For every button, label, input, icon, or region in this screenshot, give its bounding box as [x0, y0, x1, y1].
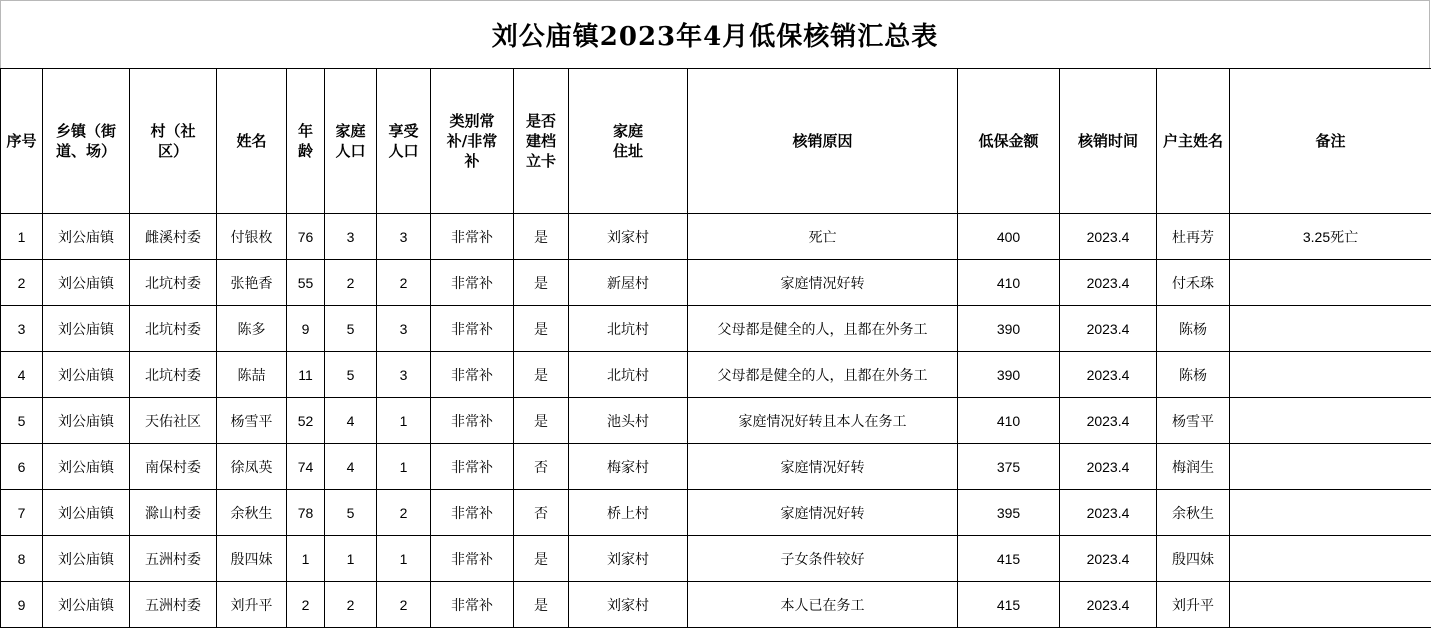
cell-category: 非常补 [431, 214, 514, 260]
cell-town: 刘公庙镇 [43, 444, 130, 490]
cell-address: 桥上村 [569, 490, 688, 536]
cell-category: 非常补 [431, 306, 514, 352]
title-bar [0, 0, 1430, 68]
cell-name: 陈喆 [217, 352, 287, 398]
cell-enjoy: 3 [377, 352, 431, 398]
cell-time: 2023.4 [1060, 214, 1157, 260]
cell-family: 4 [325, 398, 377, 444]
cell-address: 北坑村 [569, 306, 688, 352]
header-remark: 备注 [1230, 69, 1431, 214]
cell-time: 2023.4 [1060, 306, 1157, 352]
cell-enjoy: 3 [377, 306, 431, 352]
cell-filed: 是 [514, 398, 569, 444]
cell-enjoy: 1 [377, 398, 431, 444]
header-time: 核销时间 [1060, 69, 1157, 214]
cell-address: 池头村 [569, 398, 688, 444]
cell-category: 非常补 [431, 398, 514, 444]
cell-town: 刘公庙镇 [43, 582, 130, 628]
cell-head: 陈杨 [1157, 352, 1230, 398]
cell-village: 天佑社区 [130, 398, 217, 444]
cell-address: 新屋村 [569, 260, 688, 306]
cell-town: 刘公庙镇 [43, 260, 130, 306]
cell-reason: 父母都是健全的人，且都在外务工 [688, 306, 958, 352]
cell-head: 付禾珠 [1157, 260, 1230, 306]
cell-category: 非常补 [431, 582, 514, 628]
cell-time: 2023.4 [1060, 444, 1157, 490]
cell-village: 五洲村委 [130, 582, 217, 628]
table-row [1, 398, 1431, 444]
cell-village: 五洲村委 [130, 536, 217, 582]
cell-remark [1230, 352, 1431, 398]
cell-age: 78 [287, 490, 325, 536]
cell-time: 2023.4 [1060, 260, 1157, 306]
cell-town: 刘公庙镇 [43, 536, 130, 582]
cell-name: 刘升平 [217, 582, 287, 628]
cell-head: 陈杨 [1157, 306, 1230, 352]
cell-category: 非常补 [431, 444, 514, 490]
table-row [1, 306, 1431, 352]
cell-town: 刘公庙镇 [43, 398, 130, 444]
cell-village: 南保村委 [130, 444, 217, 490]
cell-amount: 390 [958, 306, 1060, 352]
header-amount: 低保金额 [958, 69, 1060, 214]
header-seq: 序号 [1, 69, 43, 214]
table-row [1, 444, 1431, 490]
cell-remark [1230, 582, 1431, 628]
cell-name: 余秋生 [217, 490, 287, 536]
cell-amount: 410 [958, 260, 1060, 306]
cell-town: 刘公庙镇 [43, 306, 130, 352]
cell-amount: 410 [958, 398, 1060, 444]
cell-reason: 子女条件较好 [688, 536, 958, 582]
cell-remark [1230, 398, 1431, 444]
cell-remark [1230, 490, 1431, 536]
cell-family: 5 [325, 352, 377, 398]
table-row [1, 582, 1431, 628]
cell-category: 非常补 [431, 260, 514, 306]
table-row [1, 536, 1431, 582]
header-head: 户主姓名 [1157, 69, 1230, 214]
cell-remark: 3.25死亡 [1230, 214, 1431, 260]
cell-family: 1 [325, 536, 377, 582]
header-row [1, 69, 1431, 214]
cell-enjoy: 1 [377, 536, 431, 582]
page-title: 刘公庙镇2023年4月低保核销汇总表 [491, 22, 939, 52]
cell-name: 付银枚 [217, 214, 287, 260]
cell-head: 刘升平 [1157, 582, 1230, 628]
cell-family: 5 [325, 306, 377, 352]
cell-town: 刘公庙镇 [43, 352, 130, 398]
cell-head: 余秋生 [1157, 490, 1230, 536]
cell-reason: 家庭情况好转且本人在务工 [688, 398, 958, 444]
table-row [1, 490, 1431, 536]
header-category: 类别常补/非常补 [431, 69, 514, 214]
cell-village: 滁山村委 [130, 490, 217, 536]
cell-amount: 375 [958, 444, 1060, 490]
cell-seq: 2 [1, 260, 43, 306]
table-row [1, 352, 1431, 398]
table-body [1, 214, 1431, 628]
header-reason: 核销原因 [688, 69, 958, 214]
cell-family: 2 [325, 260, 377, 306]
cell-filed: 是 [514, 536, 569, 582]
cell-time: 2023.4 [1060, 490, 1157, 536]
header-age: 年龄 [287, 69, 325, 214]
cell-address: 梅家村 [569, 444, 688, 490]
cell-amount: 395 [958, 490, 1060, 536]
cell-amount: 415 [958, 536, 1060, 582]
cell-name: 殷四妹 [217, 536, 287, 582]
table-row [1, 214, 1431, 260]
cell-seq: 4 [1, 352, 43, 398]
header-village: 村（社区） [130, 69, 217, 214]
cell-name: 张艳香 [217, 260, 287, 306]
cell-filed: 是 [514, 352, 569, 398]
cell-seq: 3 [1, 306, 43, 352]
header-town: 乡镇（街道、场） [43, 69, 130, 214]
cell-enjoy: 1 [377, 444, 431, 490]
cell-name: 杨雪平 [217, 398, 287, 444]
cell-filed: 是 [514, 582, 569, 628]
cell-amount: 390 [958, 352, 1060, 398]
cell-time: 2023.4 [1060, 352, 1157, 398]
cell-family: 3 [325, 214, 377, 260]
cell-village: 北坑村委 [130, 352, 217, 398]
cell-filed: 是 [514, 214, 569, 260]
cell-time: 2023.4 [1060, 536, 1157, 582]
header-enjoy: 享受人口 [377, 69, 431, 214]
cell-seq: 9 [1, 582, 43, 628]
cell-head: 殷四妹 [1157, 536, 1230, 582]
cell-reason: 家庭情况好转 [688, 260, 958, 306]
cell-age: 2 [287, 582, 325, 628]
cell-time: 2023.4 [1060, 582, 1157, 628]
cell-remark [1230, 536, 1431, 582]
cell-filed: 否 [514, 444, 569, 490]
cell-remark [1230, 306, 1431, 352]
header-name: 姓名 [217, 69, 287, 214]
cell-remark [1230, 260, 1431, 306]
cell-family: 5 [325, 490, 377, 536]
cell-enjoy: 2 [377, 490, 431, 536]
cell-category: 非常补 [431, 536, 514, 582]
cell-head: 杜再芳 [1157, 214, 1230, 260]
cell-seq: 7 [1, 490, 43, 536]
cell-age: 52 [287, 398, 325, 444]
cell-family: 4 [325, 444, 377, 490]
cell-enjoy: 2 [377, 582, 431, 628]
cell-reason: 父母都是健全的人，且都在外务工 [688, 352, 958, 398]
header-family: 家庭人口 [325, 69, 377, 214]
cell-age: 1 [287, 536, 325, 582]
cell-address: 刘家村 [569, 214, 688, 260]
cell-amount: 415 [958, 582, 1060, 628]
summary-table [0, 68, 1431, 628]
cell-seq: 8 [1, 536, 43, 582]
cell-age: 76 [287, 214, 325, 260]
cell-remark [1230, 444, 1431, 490]
cell-village: 北坑村委 [130, 260, 217, 306]
cell-seq: 6 [1, 444, 43, 490]
cell-address: 刘家村 [569, 582, 688, 628]
table-row [1, 260, 1431, 306]
cell-name: 陈多 [217, 306, 287, 352]
cell-name: 徐凤英 [217, 444, 287, 490]
cell-amount: 400 [958, 214, 1060, 260]
cell-family: 2 [325, 582, 377, 628]
cell-reason: 家庭情况好转 [688, 490, 958, 536]
cell-seq: 1 [1, 214, 43, 260]
cell-reason: 死亡 [688, 214, 958, 260]
cell-category: 非常补 [431, 352, 514, 398]
cell-age: 55 [287, 260, 325, 306]
cell-time: 2023.4 [1060, 398, 1157, 444]
cell-seq: 5 [1, 398, 43, 444]
cell-reason: 本人已在务工 [688, 582, 958, 628]
cell-enjoy: 2 [377, 260, 431, 306]
cell-address: 北坑村 [569, 352, 688, 398]
cell-address: 刘家村 [569, 536, 688, 582]
cell-reason: 家庭情况好转 [688, 444, 958, 490]
cell-age: 9 [287, 306, 325, 352]
cell-village: 雌溪村委 [130, 214, 217, 260]
cell-category: 非常补 [431, 490, 514, 536]
cell-town: 刘公庙镇 [43, 214, 130, 260]
cell-head: 杨雪平 [1157, 398, 1230, 444]
cell-age: 74 [287, 444, 325, 490]
header-address: 家庭住址 [569, 69, 688, 214]
cell-filed: 是 [514, 260, 569, 306]
cell-enjoy: 3 [377, 214, 431, 260]
cell-town: 刘公庙镇 [43, 490, 130, 536]
cell-head: 梅润生 [1157, 444, 1230, 490]
cell-filed: 否 [514, 490, 569, 536]
cell-filed: 是 [514, 306, 569, 352]
cell-village: 北坑村委 [130, 306, 217, 352]
cell-age: 11 [287, 352, 325, 398]
header-filed: 是否建档立卡 [514, 69, 569, 214]
